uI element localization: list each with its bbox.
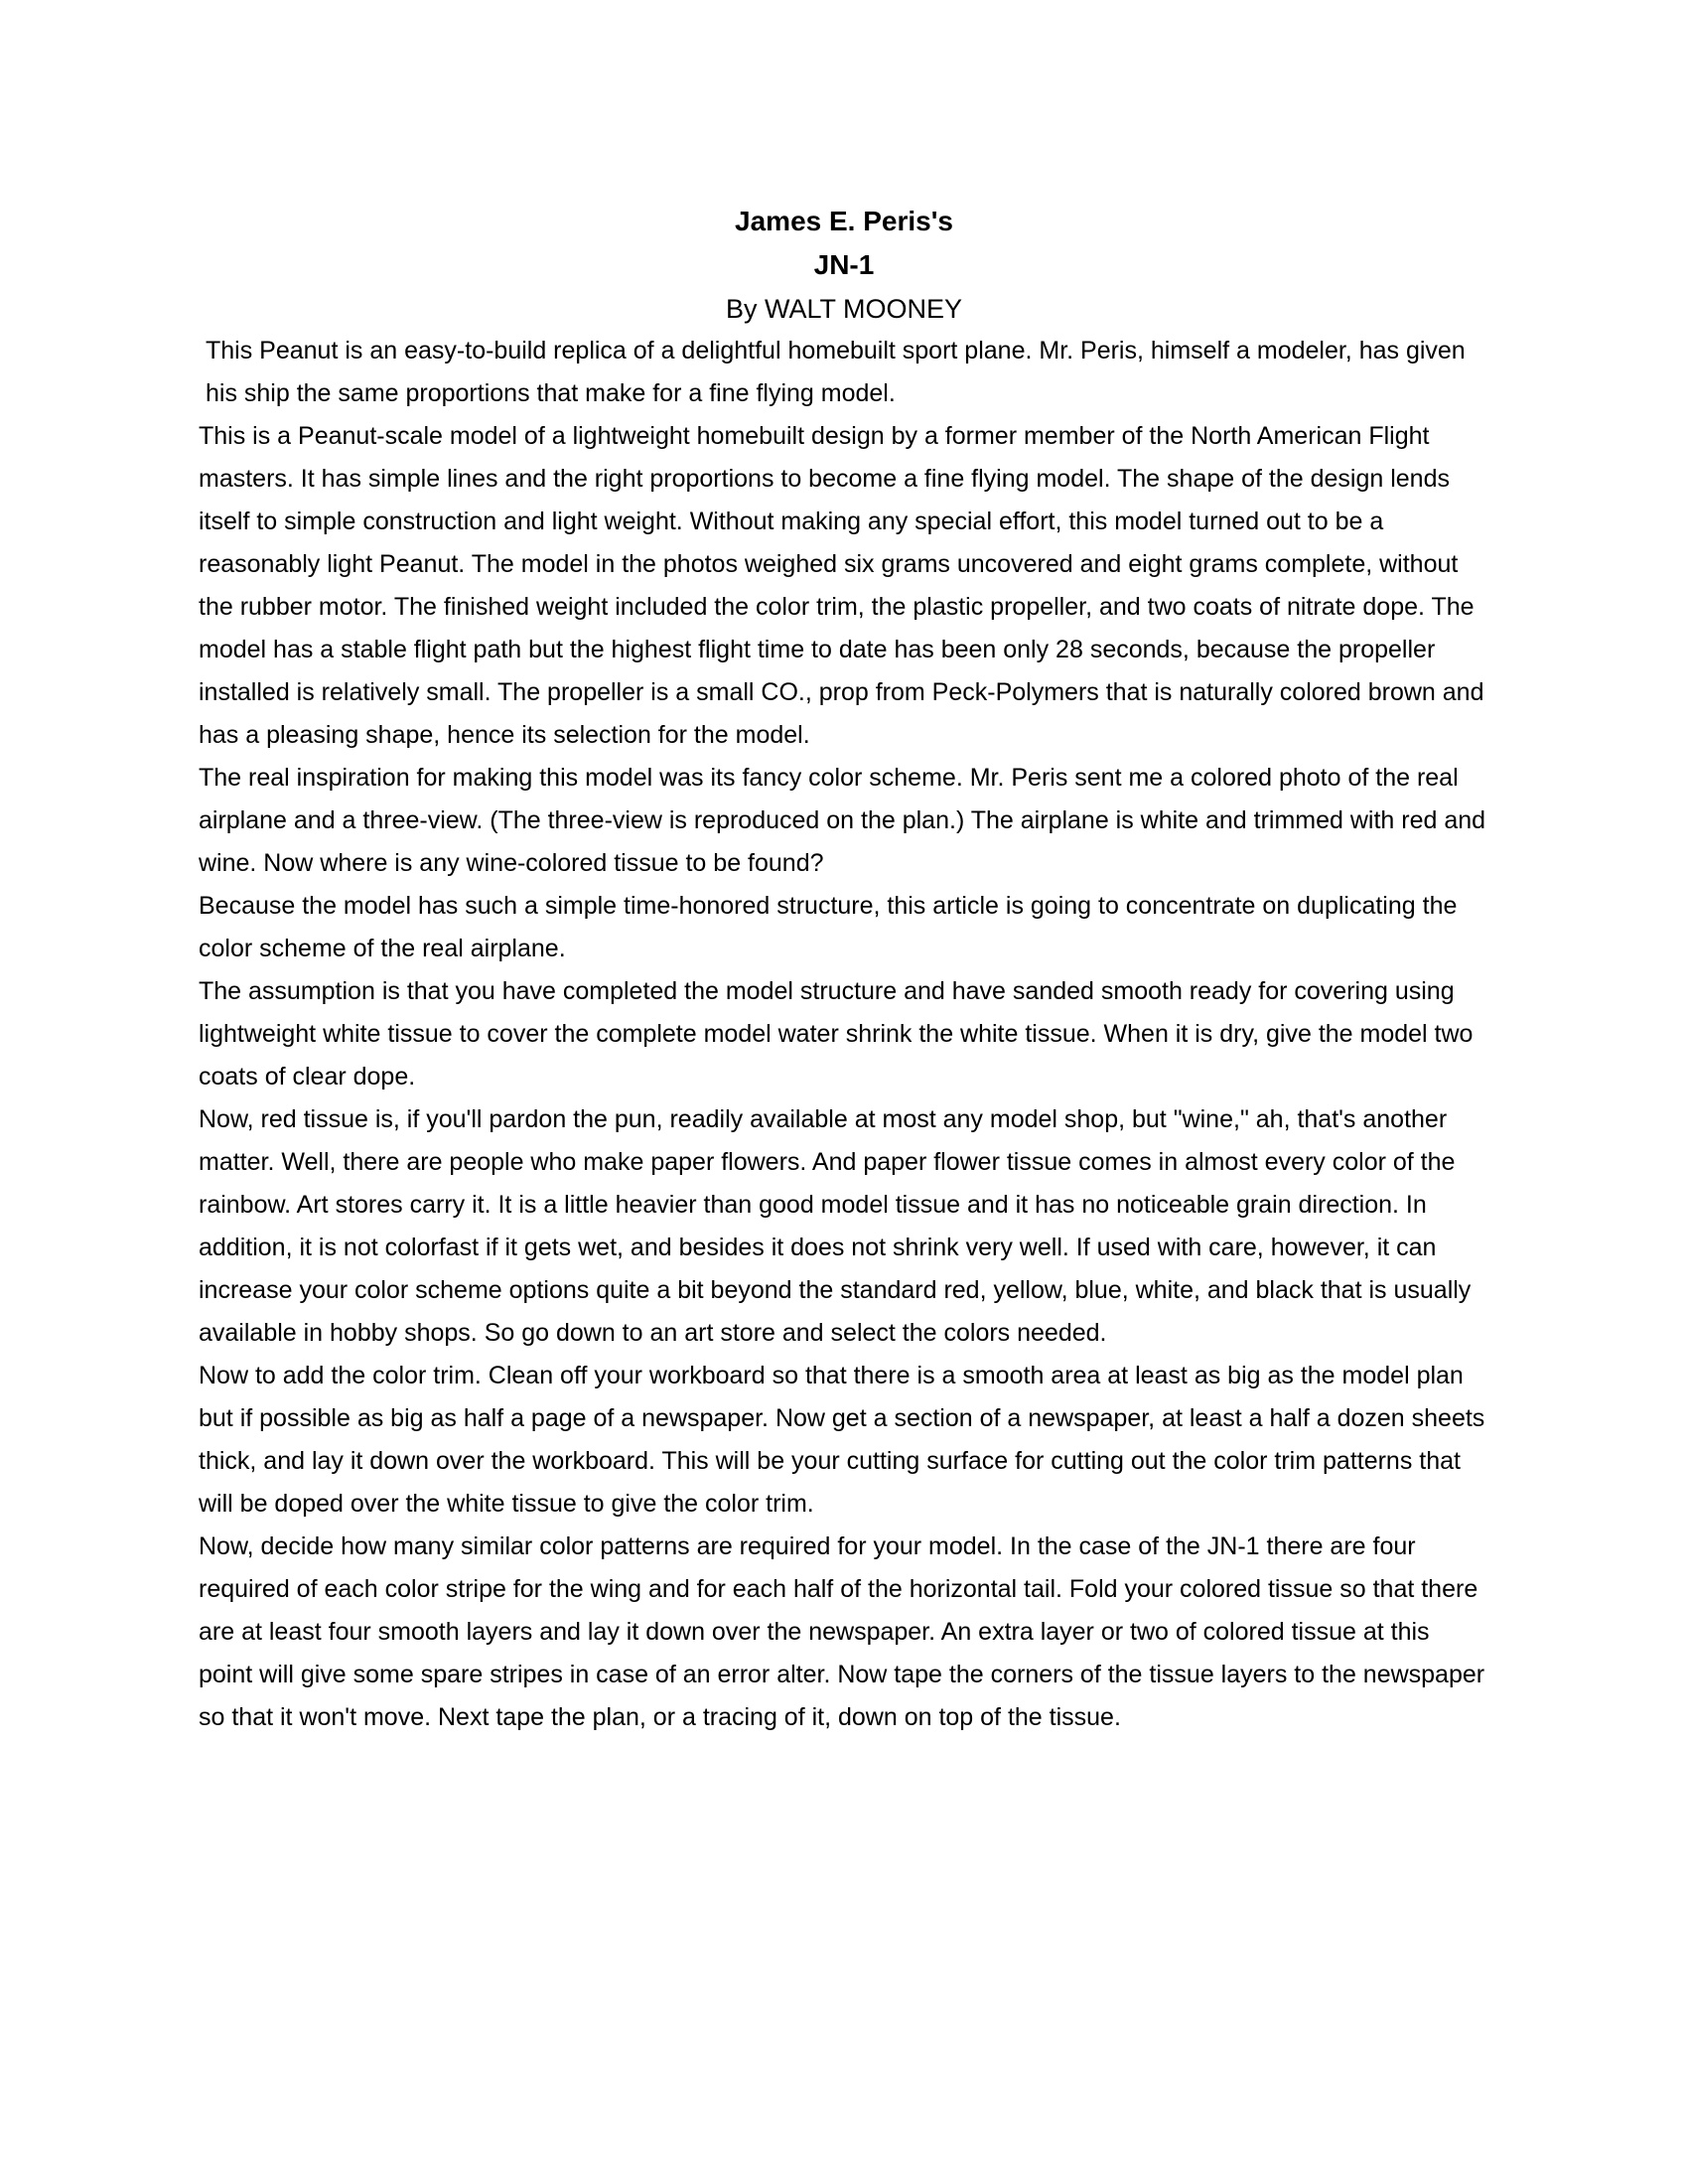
- paragraph: Now, red tissue is, if you'll pardon the pun, readily available at most any model shop, but "wine," ah, that's another matter. Well, there are people who make paper flowers. And paper flower tissue comes in almost every color of the rainbow. Art stores carry it. It is a little heavier than good model tissue and it has no noticeable grain direction. In addition, it is not colorfast if it gets wet, and besides it does not shrink very well. If used with care, however, it can increase your color scheme options quite a bit beyond the standard red, yellow, blue, white, and black that is usually available in hobby shops. So go down to an art store and select the colors needed.: [199, 1105, 1472, 1347]
- article-byline: By WALT MOONEY: [725, 294, 963, 324]
- paragraph: The assumption is that you have completed the model structure and have sanded smooth ready for covering using lightweight white tissue to cover the complete model water shrink the white tissue. When it is dry, give the model two coats of clear dope.: [199, 977, 1474, 1091]
- paragraph: This Peanut is an easy-to-build replica of a delightful homebuilt sport plane. Mr. Peris, himself a modeler, has given his ship the same proportions that make for a fine flying model.: [206, 337, 1466, 407]
- paragraph: Because the model has such a simple time-honored structure, this article is going to concentrate on duplicating the color scheme of the real airplane.: [199, 892, 1458, 962]
- article-title-line-2: JN-1: [813, 249, 875, 280]
- paragraph: The real inspiration for making this model was its fancy color scheme. Mr. Peris sent me a colored photo of the real airplane and a three-view. (The three-view is reproduced on the plan.) The airplane is white and trimmed with red and wine. Now where is any wine-colored tissue to be found?: [199, 764, 1486, 877]
- paragraph: This is a Peanut-scale model of a lightweight homebuilt design by a former member of the North American Flight masters. It has simple lines and the right proportions to become a fine flying model. The shape of the design lends itself to simple construction and light weight. Without making any special effort, this model turned out to be a reasonably light Peanut. The model in the photos weighed six grams uncovered and eight grams complete, without the rubber motor. The finished weight included the color trim, the plastic propeller, and two coats of nitrate dope. The model has a stable flight path but the highest flight time to date has been only 28 seconds, because the propeller installed is relatively small. The propeller is a small CO., prop from Peck-Polymers that is naturally colored brown and has a pleasing shape, hence its selection for the model.: [199, 422, 1484, 749]
- article-body: [199, 330, 1489, 1739]
- article-header: [0, 200, 1688, 331]
- paragraph: Now, decide how many similar color patterns are required for your model. In the case of the JN-1 there are four required of each color stripe for the wing and for each half of the horizontal tail. Fold your colored tissue so that there are at least four smooth layers and lay it down over the newspaper. An extra layer or two of colored tissue at this point will give some spare stripes in case of an error alter. Now tape the corners of the tissue layers to the newspaper so that it won't move. Next tape the plan, or a tracing of it, down on top of the tissue.: [199, 1532, 1485, 1731]
- article-title-line-1: James E. Peris's: [735, 206, 953, 236]
- paragraph: Now to add the color trim. Clean off your workboard so that there is a smooth area at least as big as the model plan but if possible as big as half a page of a newspaper. Now get a section of a newspaper, at least a half a dozen sheets thick, and lay it down over the workboard. This will be your cutting surface for cutting out the color trim patterns that will be doped over the white tissue to give the color trim.: [199, 1362, 1485, 1518]
